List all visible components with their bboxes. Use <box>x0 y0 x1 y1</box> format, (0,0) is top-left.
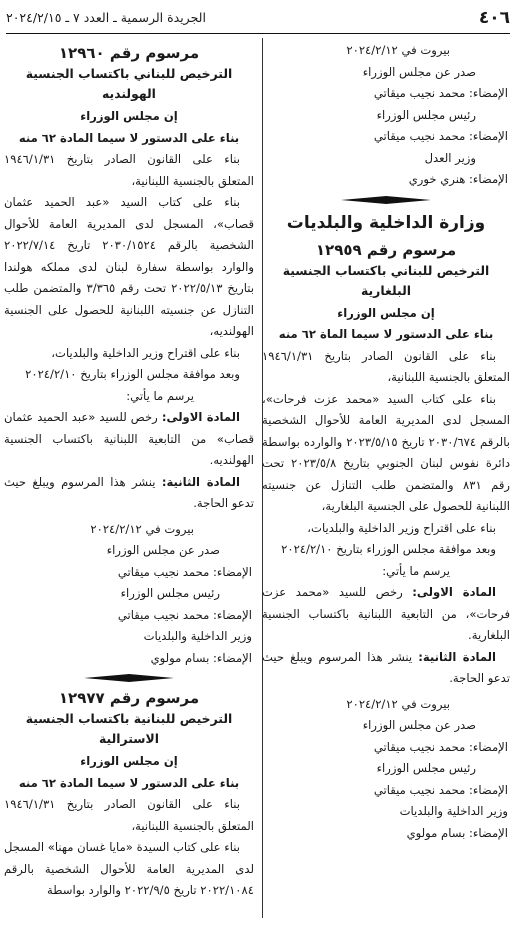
council-heading: إن مجلس الوزراء <box>80 754 178 768</box>
issued-by: صدر عن مجلس الوزراء <box>362 718 476 732</box>
council-heading: إن مجلس الوزراء <box>337 305 435 320</box>
decree-subtitle: الترخيص للبنانية باكتساب الجنسية الاسترالية <box>25 711 233 746</box>
decree-title: مرسوم رقم ١٢٩٥٩ <box>315 240 457 259</box>
article-2 <box>262 647 510 690</box>
signatory-title: رئيس مجلس الوزراء <box>376 107 476 122</box>
article-label: المادة الثانية: <box>161 474 240 489</box>
article-text: رخص للسيد «عبد الحميد عثمان قصاب» من التابعية اللبنانية باكتساب الجنسية الهولنديه. <box>4 410 254 467</box>
council-heading: إن مجلس الوزراء <box>80 109 178 123</box>
proposal-basis: بناء على اقتراح وزير الداخلية والبلديات، <box>307 520 496 535</box>
article-1 <box>262 582 510 647</box>
article-1 <box>4 407 254 472</box>
constitution-basis: بناء على الدستور لا سيما المادة ٦٢ منه <box>18 775 240 790</box>
signatory-title: رئيس مجلس الوزراء <box>120 586 220 600</box>
constitution-basis: بناء على الدستور لا سيما الماة ٦٢ منه <box>278 327 494 341</box>
letter-basis: بناء على كتاب السيدة «مايا غسان مهنا» المسجل لدى المديرية العامة للأحوال الشخصية بالرقم ٢٠٢٢/١٠٨٤ تاريخ ٢٠٢٢/٩/٥ والوارد بواسطة <box>4 840 254 897</box>
section-title: وزارة الداخلية والبلديات <box>286 212 486 233</box>
cabinet-approval: وبعد موافقة مجلس الوزراء بتاريخ ٢٠٢٤/٢/١٠ <box>281 542 496 556</box>
signatory-title: رئيس مجلس الوزراء <box>376 761 476 775</box>
left-column <box>4 40 254 924</box>
signing-date: بيروت في ٢٠٢٤/٢/١٢ <box>346 43 450 57</box>
header-rule <box>6 33 510 34</box>
signature-line: الإمضاء: محمد نجيب ميقاتي <box>117 607 252 622</box>
signatory-title: وزير العدل <box>424 150 476 165</box>
constitution-basis: بناء على الدستور لا سيما المادة ٦٢ منه <box>18 130 240 145</box>
signature-line: الإمضاء: بسام مولوي <box>150 650 252 665</box>
decree-subtitle: الترخيص للبناني باكتساب الجنسية الهولنديه <box>25 66 233 101</box>
signature-line: الإمضاء: محمد نجيب ميقاتي <box>373 86 508 100</box>
page-number: ٤٠٦ <box>478 8 510 28</box>
signature-line: الإمضاء: بسام مولوي <box>406 825 508 840</box>
decree-title: مرسوم رقم ١٢٩٦٠ <box>58 44 200 62</box>
signing-date: بيروت في ٢٠٢٤/٢/١٢ <box>346 696 450 711</box>
gazette-title: الجريدة الرسمية ـ العدد ٧ ـ ٢٠٢٤/٢/١٥ <box>6 10 206 25</box>
decrees-line: يرسم ما يأتي: <box>126 388 194 403</box>
signature-line: الإمضاء: محمد نجيب ميقاتي <box>117 564 252 579</box>
decrees-line: يرسم ما يأتي: <box>382 563 450 578</box>
signature-line: الإمضاء: محمد نجيب ميقاتي <box>373 129 508 143</box>
letter-basis: بناء على كتاب السيد «محمد عزت فرحات»، المسجل لدى المديرية العامة للأحوال الشخصية بالرقم ٢٠٣٠/٦٧٤ تاريخ ٢٠٢٣/٥/١٥ والوارده بواسطة دائرة نفوس لبنان الجنوبي بتاريخ ٢٠٢٣/٥/٨ تحت رقم ٨٣١ والمتضمن طلب التنازل عن جنسيته اللبنانية للحصول على الجنسية البلغارية، <box>262 391 510 513</box>
divider-ornament-icon <box>341 195 431 205</box>
right-column <box>262 40 510 924</box>
article-2 <box>4 472 254 515</box>
signature-line: الإمضاء: محمد نجيب ميقاتي <box>373 782 508 797</box>
law-basis: بناء على القانون الصادر بتاريخ ١٩٤٦/١/٣١ المتعلق بالجنسية اللبنانية، <box>262 348 510 384</box>
signatory-title: وزير الداخلية والبلديات <box>399 804 508 818</box>
signature-line: الإمضاء: هنري خوري <box>408 172 508 186</box>
article-text: رخص للسيد «محمد عزت فرحات»، من التابعية اللبنانية باكتساب الجنسية البلغارية. <box>262 585 510 642</box>
issued-by: صدر عن مجلس الوزراء <box>106 543 220 557</box>
law-basis: بناء على القانون الصادر بتاريخ ١٩٤٦/١/٣١ المتعلق بالجنسية اللبنانية، <box>4 152 254 188</box>
article-label: المادة الثانية: <box>418 649 497 664</box>
article-label: المادة الاولى: <box>161 410 241 424</box>
signatory-title: وزير الداخلية والبلديات <box>143 629 252 643</box>
cabinet-approval: وبعد موافقة مجلس الوزراء بتاريخ ٢٠٢٤/٢/١٠ <box>25 367 240 381</box>
letter-basis: بناء على كتاب السيد «عبد الحميد عثمان قصاب»، المسجل لدى المديرية العامة للأحوال الشخصية بالرقم ٢٠٣٠/١٥٢٤ تاريخ ٢٠٢٢/٧/١٤ والوارد بواسطة سفارة لبنان لدى مملكه هولندا بتاريخ ٢٠٢٢/٥/١٣ تحت رقم ٣/٣٦٥ والمتضمن طلب التنازل عن جنسيته اللبنانية للحصول على الجنسية الهولنديه، <box>4 195 254 338</box>
page-header <box>6 8 510 30</box>
signing-date: بيروت في ٢٠٢٤/٢/١٢ <box>90 521 194 536</box>
divider-ornament-icon <box>84 673 174 683</box>
decree-title: مرسوم رقم ١٢٩٧٧ <box>58 689 200 707</box>
law-basis: بناء على القانون الصادر بتاريخ ١٩٤٦/١/٣١ المتعلق بالجنسية اللبنانية، <box>4 797 254 833</box>
article-text: ينشر هذا المرسوم ويبلغ حيث تدعو الحاجة. <box>262 649 510 685</box>
article-label: المادة الاولى: <box>412 585 496 599</box>
decree-subtitle: الترخيص للبناني باكتساب الجنسية البلغارية <box>282 262 490 298</box>
signature-line: الإمضاء: محمد نجيب ميقاتي <box>373 739 508 754</box>
issued-by: صدر عن مجلس الوزراء <box>362 64 476 79</box>
proposal-basis: بناء على اقتراح وزير الداخلية والبلديات، <box>51 345 240 360</box>
article-text: ينشر هذا المرسوم ويبلغ حيث تدعو الحاجة. <box>4 474 254 510</box>
